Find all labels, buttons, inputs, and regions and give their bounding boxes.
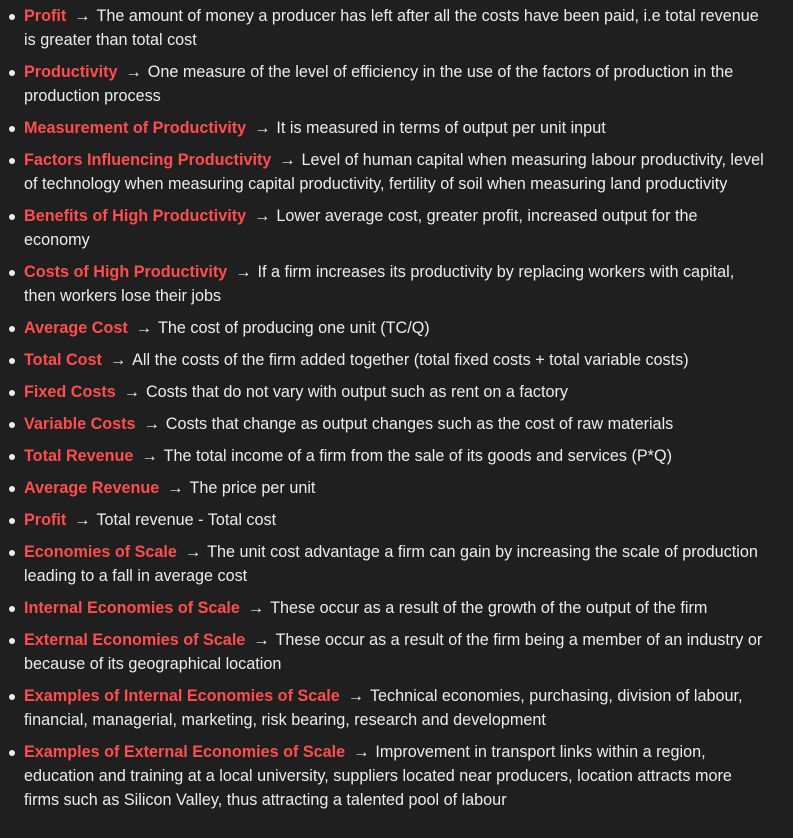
list-item xyxy=(24,476,767,500)
term: Internal Economies of Scale xyxy=(24,599,240,617)
arrow-right-icon: → xyxy=(347,687,364,705)
arrow-right-icon: → xyxy=(247,599,265,617)
list-item xyxy=(24,260,767,308)
list-item xyxy=(24,148,767,196)
list-item xyxy=(24,540,767,588)
definition: Technical economies, purchasing, division of labour, financial, managerial, marketing, risk bearing, research and development xyxy=(24,687,743,729)
list-item xyxy=(24,596,767,620)
arrow-right-icon: → xyxy=(279,151,296,169)
arrow-right-icon: → xyxy=(135,319,152,337)
arrow-right-icon: → xyxy=(123,383,140,401)
term: Measurement of Productivity xyxy=(24,119,247,137)
term: Variable Costs xyxy=(24,415,136,433)
list-item xyxy=(24,508,767,532)
definition: The amount of money a producer has left after all the costs have been paid, i.e total revenue is greater than total cost xyxy=(24,7,759,49)
arrow-right-icon: → xyxy=(74,7,91,25)
definition: These occur as a result of the firm being a member of an industry or because of its geographical location xyxy=(24,631,763,673)
arrow-right-icon: → xyxy=(353,743,370,761)
definition: One measure of the level of efficiency in the use of the factors of production in the production process xyxy=(24,63,734,105)
list-item xyxy=(24,4,767,52)
term: Average Revenue xyxy=(24,479,160,497)
term: Costs of High Productivity xyxy=(24,263,228,281)
arrow-right-icon: → xyxy=(254,119,271,137)
arrow-right-icon: → xyxy=(74,511,91,529)
term: Benefits of High Productivity xyxy=(24,207,247,225)
arrow-right-icon: → xyxy=(235,263,252,281)
term: External Economies of Scale xyxy=(24,631,246,649)
list-item xyxy=(24,740,767,812)
definition: All the costs of the firm added together (total fixed costs + total variable costs) xyxy=(132,351,689,369)
definition: The price per unit xyxy=(189,479,316,497)
definition: Total revenue - Total cost xyxy=(96,511,277,529)
list-item xyxy=(24,316,767,340)
term: Examples of Internal Economies of Scale xyxy=(24,687,340,705)
term: Examples of External Economies of Scale xyxy=(24,743,346,761)
arrow-right-icon: → xyxy=(184,543,202,561)
arrow-right-icon: → xyxy=(141,447,158,465)
arrow-right-icon: → xyxy=(125,63,142,81)
list-item xyxy=(24,204,767,252)
list-item xyxy=(24,60,767,108)
definition: The cost of producing one unit (TC/Q) xyxy=(157,319,430,337)
definition: These occur as a result of the growth of the output of the firm xyxy=(270,599,708,617)
arrow-right-icon: → xyxy=(167,479,184,497)
term: Profit xyxy=(24,511,67,529)
definition: The unit cost advantage a firm can gain by increasing the scale of production leading to a fall in average cost xyxy=(24,543,758,585)
definition: It is measured in terms of output per unit input xyxy=(276,119,606,137)
definition: Costs that change as output changes such as the cost of raw materials xyxy=(165,415,674,433)
term: Total Cost xyxy=(24,351,102,369)
list-item xyxy=(24,348,767,372)
definition: Improvement in transport links within a region, education and training at a local university, suppliers located near producers, location attracts more firms such as Silicon Valley, thus attracting a talented pool of labour xyxy=(24,743,732,809)
term: Fixed Costs xyxy=(24,383,116,401)
arrow-right-icon: → xyxy=(253,631,270,649)
definition: If a firm increases its productivity by replacing workers with capital, then workers lose their jobs xyxy=(24,263,735,305)
list-item xyxy=(24,116,767,140)
arrow-right-icon: → xyxy=(109,351,127,369)
list-item xyxy=(24,380,767,404)
arrow-right-icon: → xyxy=(143,415,160,433)
term: Total Revenue xyxy=(24,447,134,465)
definition: Costs that do not vary with output such as rent on a factory xyxy=(145,383,568,401)
term: Economies of Scale xyxy=(24,543,177,561)
definition: Lower average cost, greater profit, increased output for the economy xyxy=(24,207,698,249)
definition: Level of human capital when measuring labour productivity, level of technology when measuring capital productivity, fertility of soil when measuring land productivity xyxy=(24,151,764,193)
list-item xyxy=(24,684,767,732)
term: Productivity xyxy=(24,63,118,81)
term: Profit xyxy=(24,7,67,25)
arrow-right-icon: → xyxy=(254,207,271,225)
list-item xyxy=(24,628,767,676)
list-item xyxy=(24,444,767,468)
list-item xyxy=(24,412,767,436)
definition: The total income of a firm from the sale of its goods and services (P*Q) xyxy=(163,447,672,465)
term: Average Cost xyxy=(24,319,128,337)
term: Factors Influencing Productivity xyxy=(24,151,272,169)
